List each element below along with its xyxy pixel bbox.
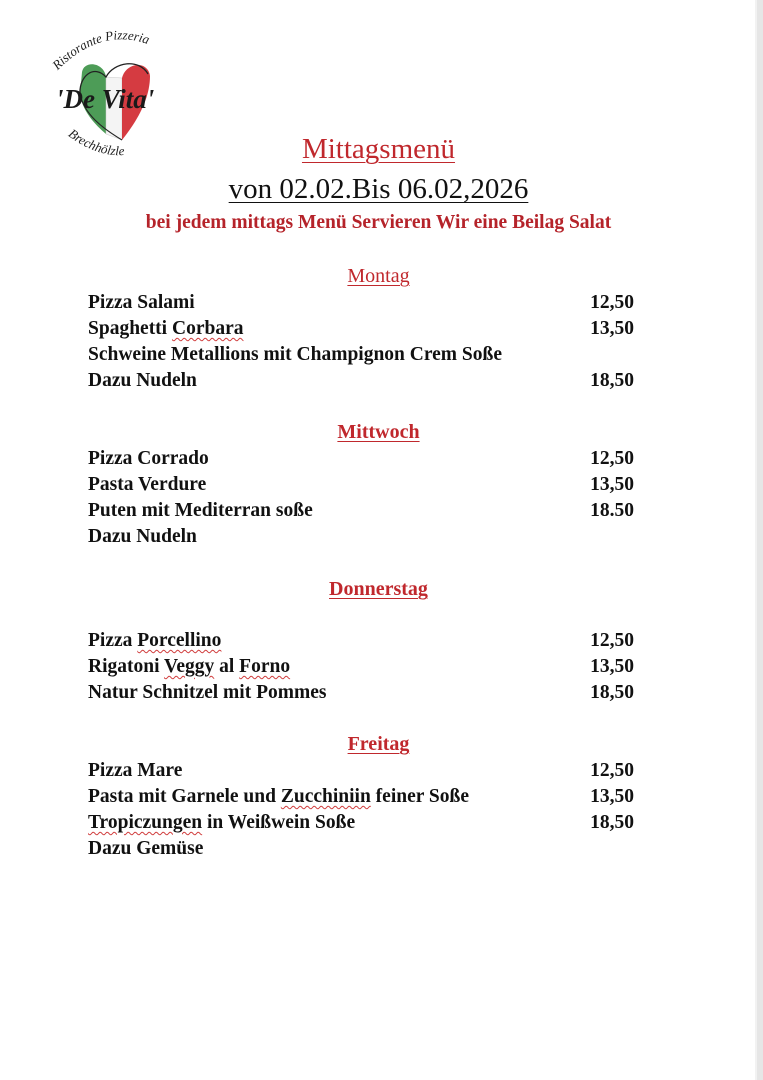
dish-price: 18,50 (590, 812, 634, 833)
menu-row (88, 654, 634, 680)
dish-name: Dazu Gemüse (88, 838, 204, 859)
dish-name (88, 628, 221, 654)
dish-price: 18,50 (590, 682, 634, 703)
dish-price: 12,50 (590, 760, 634, 781)
page-edge (757, 0, 763, 1080)
dish-name-part-spellcheck: Tropiczungen (88, 812, 203, 833)
dish-name: Pizza Corrado (88, 448, 209, 469)
dish-name-part: Spaghetti (88, 318, 172, 339)
dish-price: 18,50 (590, 370, 634, 391)
menu-row (88, 758, 634, 784)
menu-note: bei jedem mittags Menü Servieren Wir eine Beilag Salat (145, 212, 612, 233)
dish-price: 12,50 (590, 630, 634, 651)
logo-name: 'De Vita' (56, 84, 155, 114)
menu-row (88, 472, 634, 498)
dish-name: Puten mit Mediterran soße (88, 500, 313, 521)
dish-name-part: al (214, 656, 240, 677)
menu-row (88, 316, 634, 342)
dish-name-part: Rigatoni (88, 656, 165, 677)
dish-name: Pizza Mare (88, 760, 183, 781)
menu-row (88, 524, 634, 550)
dish-price: 18.50 (590, 500, 634, 521)
dish-name (88, 316, 243, 342)
menu-row (88, 680, 634, 706)
day-heading-donnerstag: Donnerstag (329, 578, 428, 600)
dish-name: Schweine Metallions mit Champignon Crem Soße (88, 344, 503, 365)
logo-bottom-text: Brechhölzle (65, 125, 125, 159)
logo-top-text: Ristorante Pizzeria (49, 27, 152, 73)
dish-name: Pizza Salami (88, 292, 195, 313)
menu-title: Mittagsmenü (301, 133, 456, 165)
dish-name: Dazu Nudeln (88, 526, 197, 547)
menu-row (88, 784, 634, 810)
dish-name-part-spellcheck: Porcellino (137, 630, 222, 651)
menu-row (88, 446, 634, 472)
dish-price: 13,50 (590, 656, 634, 677)
dish-name-part: Pizza (88, 630, 138, 651)
menu-row (88, 290, 634, 316)
menu-row (88, 342, 634, 368)
day-heading-montag: Montag (347, 265, 410, 287)
dish-name-part: in Weißwein Soße (202, 812, 356, 833)
menu-row (88, 498, 634, 524)
dish-name (88, 654, 290, 680)
dish-name (88, 810, 355, 836)
dish-name-part-spellcheck: Forno (239, 656, 291, 677)
dish-price: 13,50 (590, 318, 634, 339)
dish-name: Pasta Verdure (88, 474, 207, 495)
dish-price: 12,50 (590, 292, 634, 313)
menu-row (88, 810, 634, 836)
menu-row (88, 628, 634, 654)
dish-name-part: Pasta mit Garnele und (88, 786, 281, 807)
day-heading-mittwoch: Mittwoch (337, 421, 420, 443)
dish-name-part-spellcheck: Zucchiniin (280, 786, 371, 807)
menu-date-range: von 02.02.Bis 06.02,2026 (228, 173, 529, 205)
menu-row (88, 836, 634, 862)
dish-price: 13,50 (590, 786, 634, 807)
day-heading-freitag: Freitag (347, 733, 410, 755)
dish-name: Natur Schnitzel mit Pommes (88, 682, 327, 703)
dish-name-part-spellcheck: Veggy (164, 656, 215, 677)
dish-name (88, 784, 469, 810)
dish-name-part: feiner Soße (370, 786, 470, 807)
dish-price: 12,50 (590, 448, 634, 469)
dish-name: Dazu Nudeln (88, 370, 197, 391)
menu-row (88, 368, 634, 394)
dish-price: 13,50 (590, 474, 634, 495)
dish-name-part-spellcheck: Corbara (171, 318, 244, 339)
